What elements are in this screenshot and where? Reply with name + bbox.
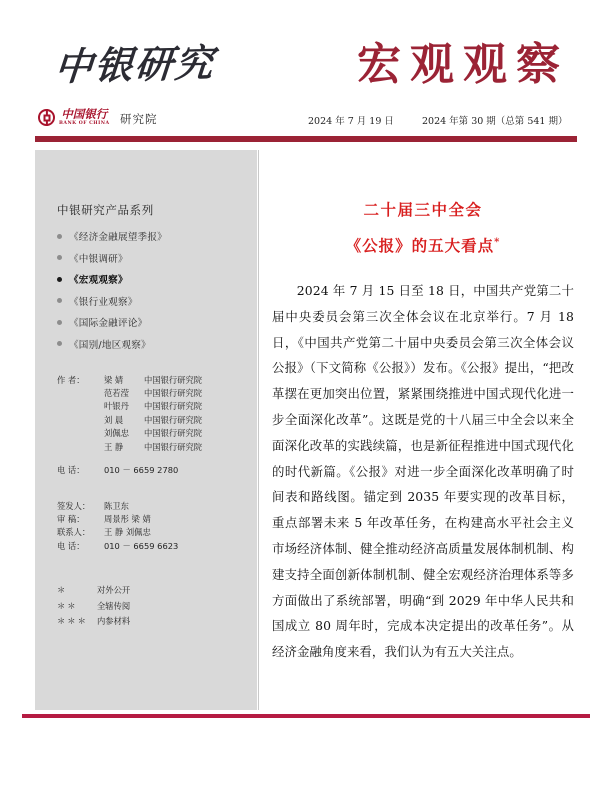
sidebar-item-label: 《银行业观察》 [69, 296, 138, 308]
sidebar-item-label: 《宏观观察》 [69, 275, 128, 286]
author-name: 刘佩忠 [104, 428, 129, 439]
bullet-icon [57, 320, 62, 325]
contact-phone-row [57, 540, 257, 553]
sidebar-item-label: 《中银调研》 [69, 253, 128, 265]
sidebar-item-1[interactable] [57, 251, 257, 265]
bank-of-china-logo [38, 109, 110, 127]
authors-label-spacer [57, 441, 104, 454]
note-text: 全辖传阅 [97, 600, 131, 611]
issuer-value: 陈卫东 [104, 500, 129, 511]
authors-row-1 [57, 387, 257, 400]
product-series-list [57, 229, 257, 351]
issue-number: 2024 年第 30 期（总第 541 期） [421, 116, 568, 127]
author-name: 刘 晨 [104, 414, 124, 425]
bank-name-en: BANK OF CHINA [59, 121, 110, 126]
authors-label-spacer [57, 414, 104, 427]
metadata-block [57, 374, 257, 554]
bullet-icon [57, 341, 62, 346]
publication-title: 宏观观察 [357, 39, 569, 90]
boc-emblem-icon [38, 109, 55, 126]
issuer-label: 签发人： [57, 500, 91, 511]
sidebar-item-4[interactable] [57, 315, 257, 329]
sidebar [35, 150, 257, 710]
article-body: 2024 年 7 月 15 日至 18 日，中国共产党第二十届中央委员会第三次全体会议在北京举行。7 月 18 日，《中国共产党第二十届中央委员会第三次全体会议公报》（下文简称《公报》）发布。《公报》提出，“把改革摆在更加突出位置，紧紧围绕推进中国式现代化进一步全面深化改革”。这既是党的十八届三中全会以来全面深化改革的实践续篇，也是新征程推进中国式现代化的时代新篇。《公报》对进一步全面深化改革明确了时间表和路线图。锚定到 2035 年要实现的改革目标，重点部署未来 5 年改革任务，在构建高水平社会主义市场经济体制、健全推动经济高质量发展体制机制、构建支持全面创新体制机制、健全宏观经济治理体系等多方面做出了系统部署，明确“到 2029 年中华人民共和国成立 80 周年时，完成本决定提出的改革任务”。从经济金融角度来看，我们认为有五大关注点。 [272, 283, 574, 660]
authors-row-4 [57, 427, 257, 440]
sidebar-item-2[interactable] [57, 272, 257, 286]
bullet-icon [57, 234, 62, 239]
article-subtitle-text: 《公报》的五大看点 [345, 236, 495, 255]
bullet-icon [57, 277, 62, 282]
issuer-row [57, 500, 257, 513]
footnote-asterisk: * [494, 236, 501, 248]
article-subtitle [272, 234, 574, 256]
contact-row [57, 526, 257, 539]
article-column [272, 150, 574, 710]
note-row-1 [57, 599, 257, 614]
authors-label-spacer [57, 400, 104, 413]
author-name: 叶银丹 [104, 401, 129, 412]
note-row-2 [57, 614, 257, 629]
sidebar-item-0[interactable] [57, 229, 257, 243]
bullet-icon [57, 298, 62, 303]
footer-rule [22, 714, 590, 718]
author-affiliation: 中国银行研究院 [144, 401, 203, 412]
note-asterisk: ＊＊ [57, 600, 78, 611]
logo-row [38, 108, 578, 134]
sidebar-item-label: 《国际金融评论》 [69, 318, 148, 329]
contact-label: 联系人： [57, 527, 91, 538]
reviewer-value: 周景彤 梁 婧 [104, 514, 151, 524]
sidebar-heading: 中银研究产品系列 [57, 203, 154, 217]
article-title: 二十届三中全会 [363, 200, 483, 219]
author-affiliation: 中国银行研究院 [144, 387, 203, 398]
masthead [35, 28, 577, 106]
meta-spacer [57, 454, 257, 464]
boc-wordmark [59, 109, 110, 127]
sidebar-item-5[interactable] [57, 337, 257, 351]
authors-row-3 [57, 414, 257, 427]
note-asterisk: ＊ [57, 585, 68, 596]
contact-value: 王 静 刘佩忠 [104, 527, 151, 538]
sidebar-item-label: 《国别/地区观察》 [69, 339, 151, 351]
issue-info [308, 113, 567, 127]
note-text: 内参材料 [97, 616, 131, 626]
note-text: 对外公开 [97, 585, 131, 596]
brand-calligraphy-logo: 中银研究 [52, 39, 217, 90]
authors-label: 作 者： [57, 374, 85, 385]
publication-date: 2024 年 7 月 19 日 [308, 116, 394, 127]
phone-value: 010 － 6659 2780 [104, 465, 179, 476]
column-divider [258, 150, 259, 710]
reviewer-row [57, 513, 257, 526]
meta-spacer-large [57, 478, 257, 500]
phone-row [57, 464, 257, 477]
bullet-icon [57, 255, 62, 260]
distribution-notes [57, 583, 257, 629]
author-name: 范若滢 [104, 387, 129, 398]
author-affiliation: 中国银行研究院 [144, 428, 203, 439]
header-rule [35, 136, 577, 142]
reviewer-label: 审 稿： [57, 514, 85, 524]
authors-row-5 [57, 441, 257, 454]
authors-row-2 [57, 400, 257, 413]
phone-label: 电 话： [57, 465, 85, 476]
contact-phone-value: 010 － 6659 6623 [104, 540, 179, 551]
authors-row-0 [57, 374, 257, 387]
author-affiliation: 中国银行研究院 [144, 441, 203, 452]
note-row-0 [57, 583, 257, 598]
sidebar-item-3[interactable] [57, 294, 257, 308]
author-name: 王 静 [104, 441, 124, 452]
author-name: 梁 婧 [104, 374, 124, 385]
authors-label-spacer [57, 387, 104, 400]
authors-label-spacer [57, 427, 104, 440]
note-asterisk: ＊＊＊ [57, 616, 88, 626]
author-affiliation: 中国银行研究院 [144, 414, 203, 425]
contact-phone-label: 电 话： [57, 540, 85, 551]
institute-name: 研究院 [120, 112, 158, 126]
author-affiliation: 中国银行研究院 [144, 374, 203, 385]
bank-name-cn: 中国银行 [61, 107, 108, 121]
sidebar-item-label: 《经济金融展望季报》 [69, 232, 167, 243]
